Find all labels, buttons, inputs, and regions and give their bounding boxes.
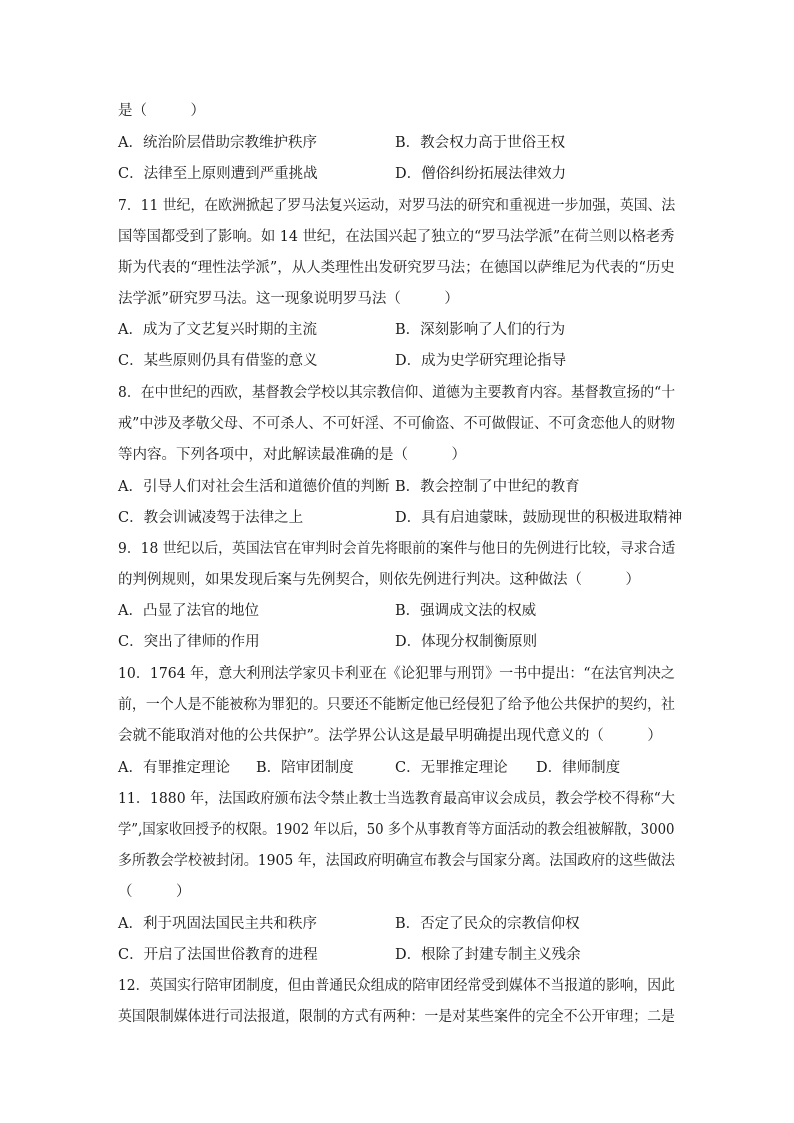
q8-stem-line: 等内容。下列各项中，对此解读最准确的是（ ） — [118, 447, 466, 463]
q10-option-d[interactable]: D．律师制度 — [536, 760, 621, 776]
q10-stem-line: 会就不能取消对他的公共保护”。法学界公认这是最早明确提出现代意义的（ ） — [118, 728, 662, 744]
q11-stem-line: 11．1880 年，法国政府颁布法令禁止教士当选教育最高审议会成员，教会学校不得称“大 — [118, 791, 675, 807]
q7-stem-line: 斯为代表的“理性法学派”，从人类理性出发研究罗马法；在德国以萨维尼为代表的“历史 — [118, 260, 675, 276]
q8-stem-line: 戒”中涉及孝敬父母、不可杀人、不可奸淫、不可偷盗、不可做假证、不可贪恋他人的财物 — [118, 416, 675, 432]
q7-option-a[interactable]: A．成为了文艺复兴时期的主流 — [118, 322, 317, 338]
q11-stem-line: 多所教会学校被封闭。1905 年，法国政府明确宣布教会与国家分离。法国政府的这些做法 — [118, 853, 676, 869]
q9-stem-line: 9．18 世纪以后，英国法官在审判时会首先将眼前的案件与他日的先例进行比较，寻求合适 — [118, 541, 676, 557]
q7-option-d[interactable]: D．成为史学研究理论指导 — [395, 353, 567, 369]
q6-option-b[interactable]: B．教会权力高于世俗王权 — [395, 135, 566, 151]
q6-option-a[interactable]: A．统治阶层借助宗教维护秩序 — [118, 135, 317, 151]
q7-stem-line: 法学派”研究罗马法。这一现象说明罗马法（ ） — [118, 291, 459, 307]
q11-option-c[interactable]: C．开启了法国世俗教育的进程 — [118, 947, 318, 963]
carry-over-line: 是（ ） — [118, 103, 205, 119]
q9-option-c[interactable]: C．突出了律师的作用 — [118, 634, 260, 650]
q7-stem-line: 国等国都受到了影响。如 14 世纪，在法国兴起了独立的“罗马法学派”在荷兰则以格老秀 — [118, 229, 675, 245]
q8-option-d[interactable]: D．具有启迪蒙昧，鼓励现世的积极进取精神 — [395, 510, 683, 526]
q7-stem-line: 7．11 世纪，在欧洲掀起了罗马法复兴运动，对罗马法的研究和重视进一步加强，英国、法 — [118, 198, 676, 214]
q7-option-c[interactable]: C．某些原则仍具有借鉴的意义 — [118, 353, 318, 369]
q12-stem-line: 12．英国实行陪审团制度，但由普通民众组成的陪审团经常受到媒体不当报道的影响，因此 — [118, 978, 675, 994]
q10-option-b[interactable]: B．陪审团制度 — [256, 760, 354, 776]
q8-option-a[interactable]: A．引导人们对社会生活和道德价值的判断 — [118, 479, 390, 495]
q9-stem-line: 的判例规则，如果发现后案与先例契合，则依先例进行判决。这种做法（ ） — [118, 572, 640, 588]
q11-option-b[interactable]: B．否定了民众的宗教信仰权 — [395, 916, 580, 932]
q8-option-b[interactable]: B．教会控制了中世纪的教育 — [395, 479, 580, 495]
q11-option-a[interactable]: A．利于巩固法国民主共和秩序 — [118, 916, 317, 932]
q9-option-d[interactable]: D．体现分权制衡原则 — [395, 634, 538, 650]
q11-stem-line: （ ） — [118, 884, 191, 900]
q12-stem-line: 英国限制媒体进行司法报道，限制的方式有两种：一是对某些案件的完全不公开审理；二是 — [118, 1009, 675, 1025]
q9-option-b[interactable]: B．强调成文法的权威 — [395, 603, 537, 619]
q6-option-c[interactable]: C．法律至上原则遭到严重挑战 — [118, 166, 318, 182]
q9-option-a[interactable]: A．凸显了法官的地位 — [118, 603, 259, 619]
q10-option-a[interactable]: A．有罪推定理论 — [118, 760, 230, 776]
q11-stem-line: 学”,国家收回授予的权限。1902 年以后，50 多个从事教育等方面活动的教会组被解散，3000 — [118, 822, 675, 838]
q10-option-c[interactable]: C．无罪推定理论 — [395, 760, 508, 776]
q7-option-b[interactable]: B．深刻影响了人们的行为 — [395, 322, 566, 338]
q11-option-d[interactable]: D．根除了封建专制主义残余 — [395, 947, 581, 963]
q10-stem-line: 前，一个人是不能被称为罪犯的。只要还不能断定他已经侵犯了给予他公共保护的契约，社 — [118, 697, 675, 713]
q10-stem-line: 10．1764 年，意大利刑法学家贝卡利亚在《论犯罪与刑罚》一书中提出：“在法官判决之 — [118, 666, 675, 682]
q6-option-d[interactable]: D．僧俗纠纷拓展法律效力 — [395, 166, 567, 182]
q8-stem-line: 8．在中世纪的西欧，基督教会学校以其宗教信仰、道德为主要教育内容。基督教宣扬的“十 — [118, 385, 676, 401]
q8-option-c[interactable]: C．教会训诫凌驾于法律之上 — [118, 510, 304, 526]
